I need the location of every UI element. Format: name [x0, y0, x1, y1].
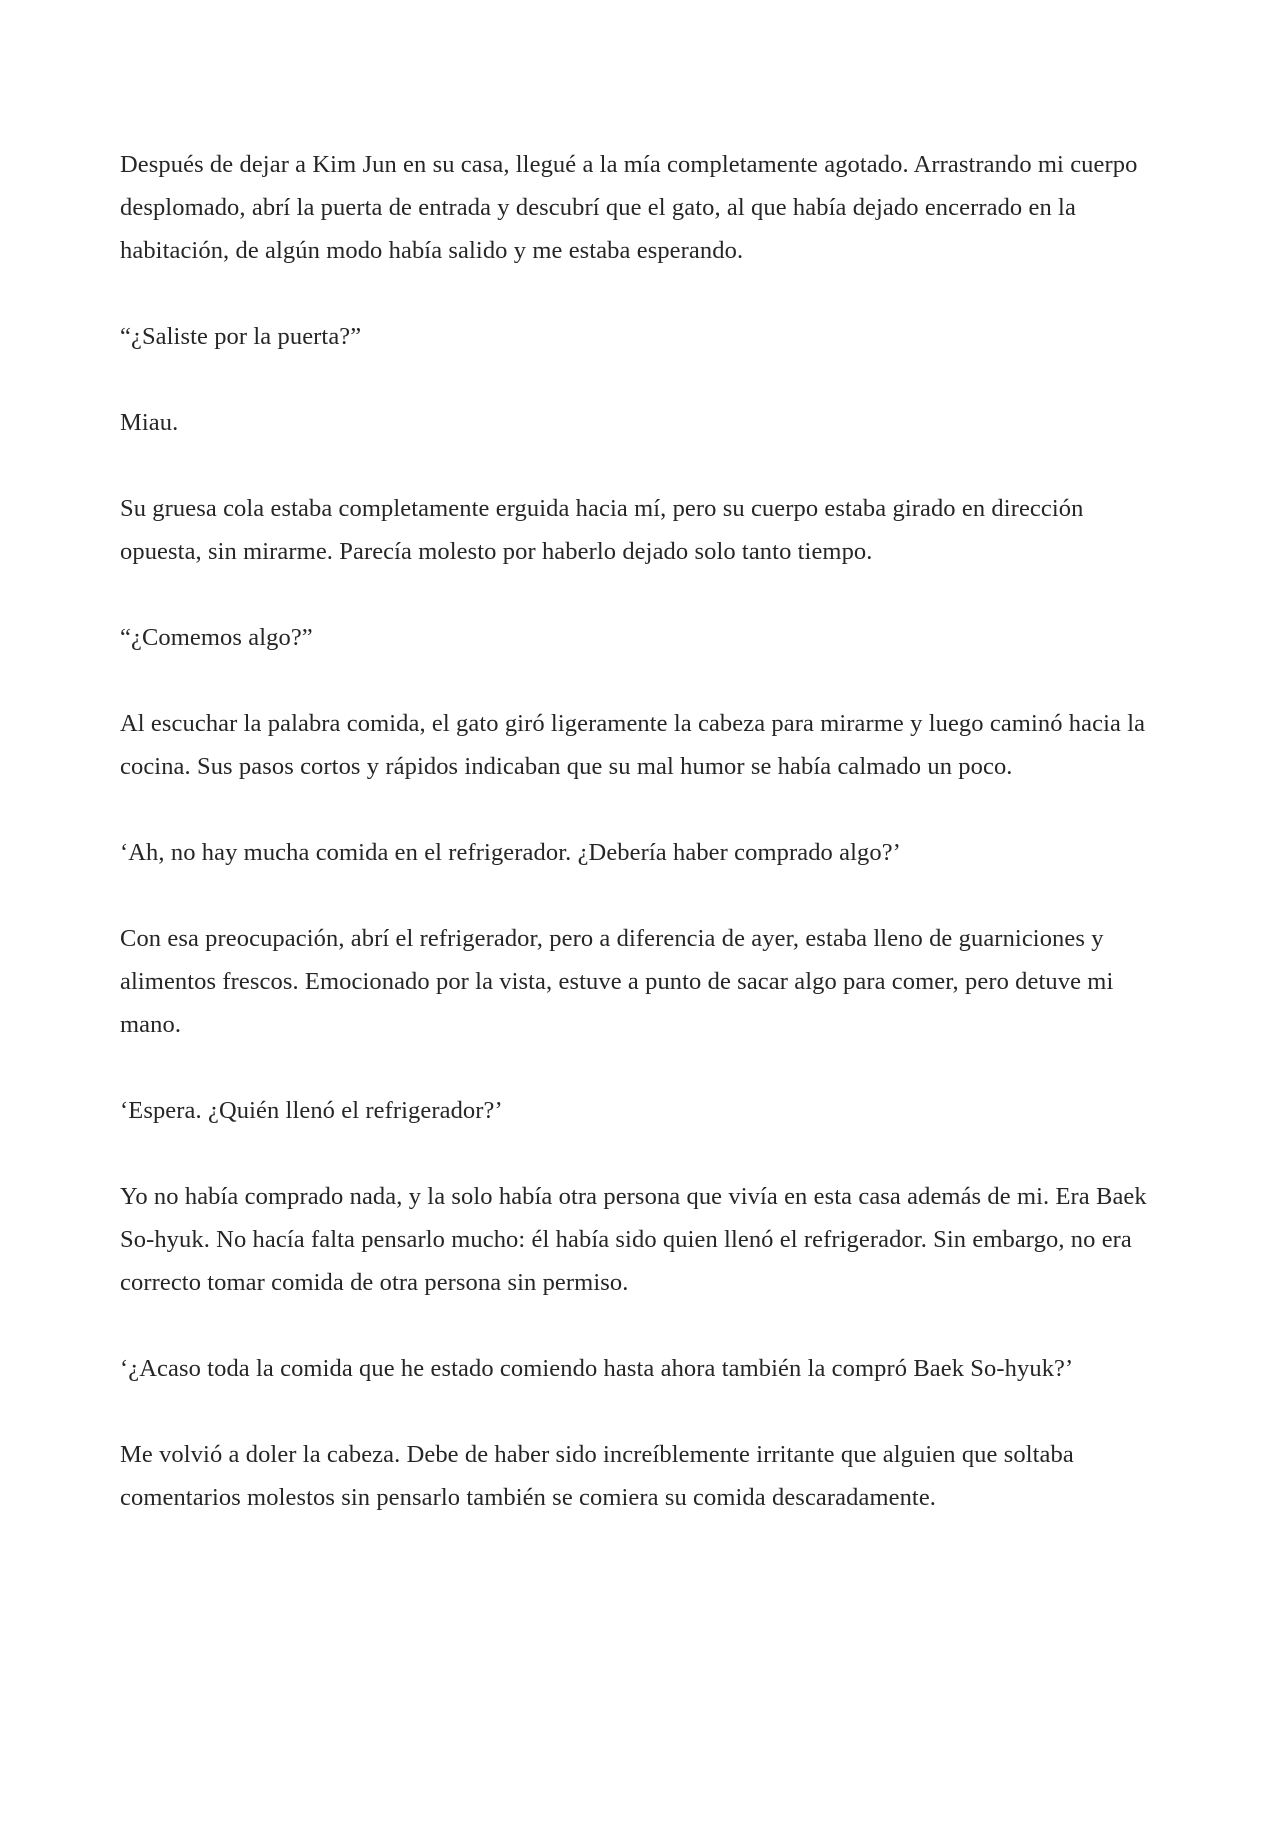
paragraph-arrival: Después de dejar a Kim Jun en su casa, llegué a la mía completamente agotado. Arrastrando mi cuerpo desplomado, abrí la puerta de entrada y descubrí que el gato, al que había dejado encerrado en la habitación, de algún modo había salido y me estaba esperando.	[120, 151, 1138, 264]
paragraph-headache: Me volvió a doler la cabeza. Debe de haber sido increíblemente irritante que alguien que soltaba comentarios molestos sin pensarlo también se comiera su comida descaradamente.	[120, 1441, 1074, 1511]
paragraph-open-fridge: Con esa preocupación, abrí el refrigerador, pero a diferencia de ayer, estaba lleno de guarniciones y alimentos frescos. Emocionado por la vista, estuve a punto de sacar algo para comer, pero detuve mi mano.	[120, 925, 1114, 1038]
paragraph-cat-kitchen: Al escuchar la palabra comida, el gato giró ligeramente la cabeza para mirarme y luego caminó hacia la cocina. Sus pasos cortos y rápidos indicaban que su mal humor se había calmado un poco.	[120, 710, 1146, 780]
paragraph-thought-food: ‘¿Acaso toda la comida que he estado comiendo hasta ahora también la compró Baek So-hyuk?’	[120, 1355, 1074, 1382]
paragraph-cat-tail: Su gruesa cola estaba completamente erguida hacia mí, pero su cuerpo estaba girado en dirección opuesta, sin mirarme. Parecía molesto por haberlo dejado solo tanto tiempo.	[120, 495, 1084, 565]
paragraph-thought-fridge: ‘Ah, no hay mucha comida en el refrigerador. ¿Debería haber comprado algo?’	[120, 839, 901, 866]
paragraph-dialogue-eat: “¿Comemos algo?”	[120, 624, 313, 651]
paragraph-baek-sohyuk: Yo no había comprado nada, y la solo había otra persona que vivía en esta casa además de mi. Era Baek So-hyuk. No hacía falta pensarlo mucho: él había sido quien llenó el refrigerador. Sin embargo, no era correcto tomar comida de otra persona sin permiso.	[120, 1183, 1147, 1296]
paragraph-dialogue-door: “¿Saliste por la puerta?”	[120, 323, 362, 350]
document-body	[120, 143, 1165, 1562]
paragraph-meow: Miau.	[120, 409, 179, 436]
paragraph-thought-who: ‘Espera. ¿Quién llenó el refrigerador?’	[120, 1097, 503, 1124]
